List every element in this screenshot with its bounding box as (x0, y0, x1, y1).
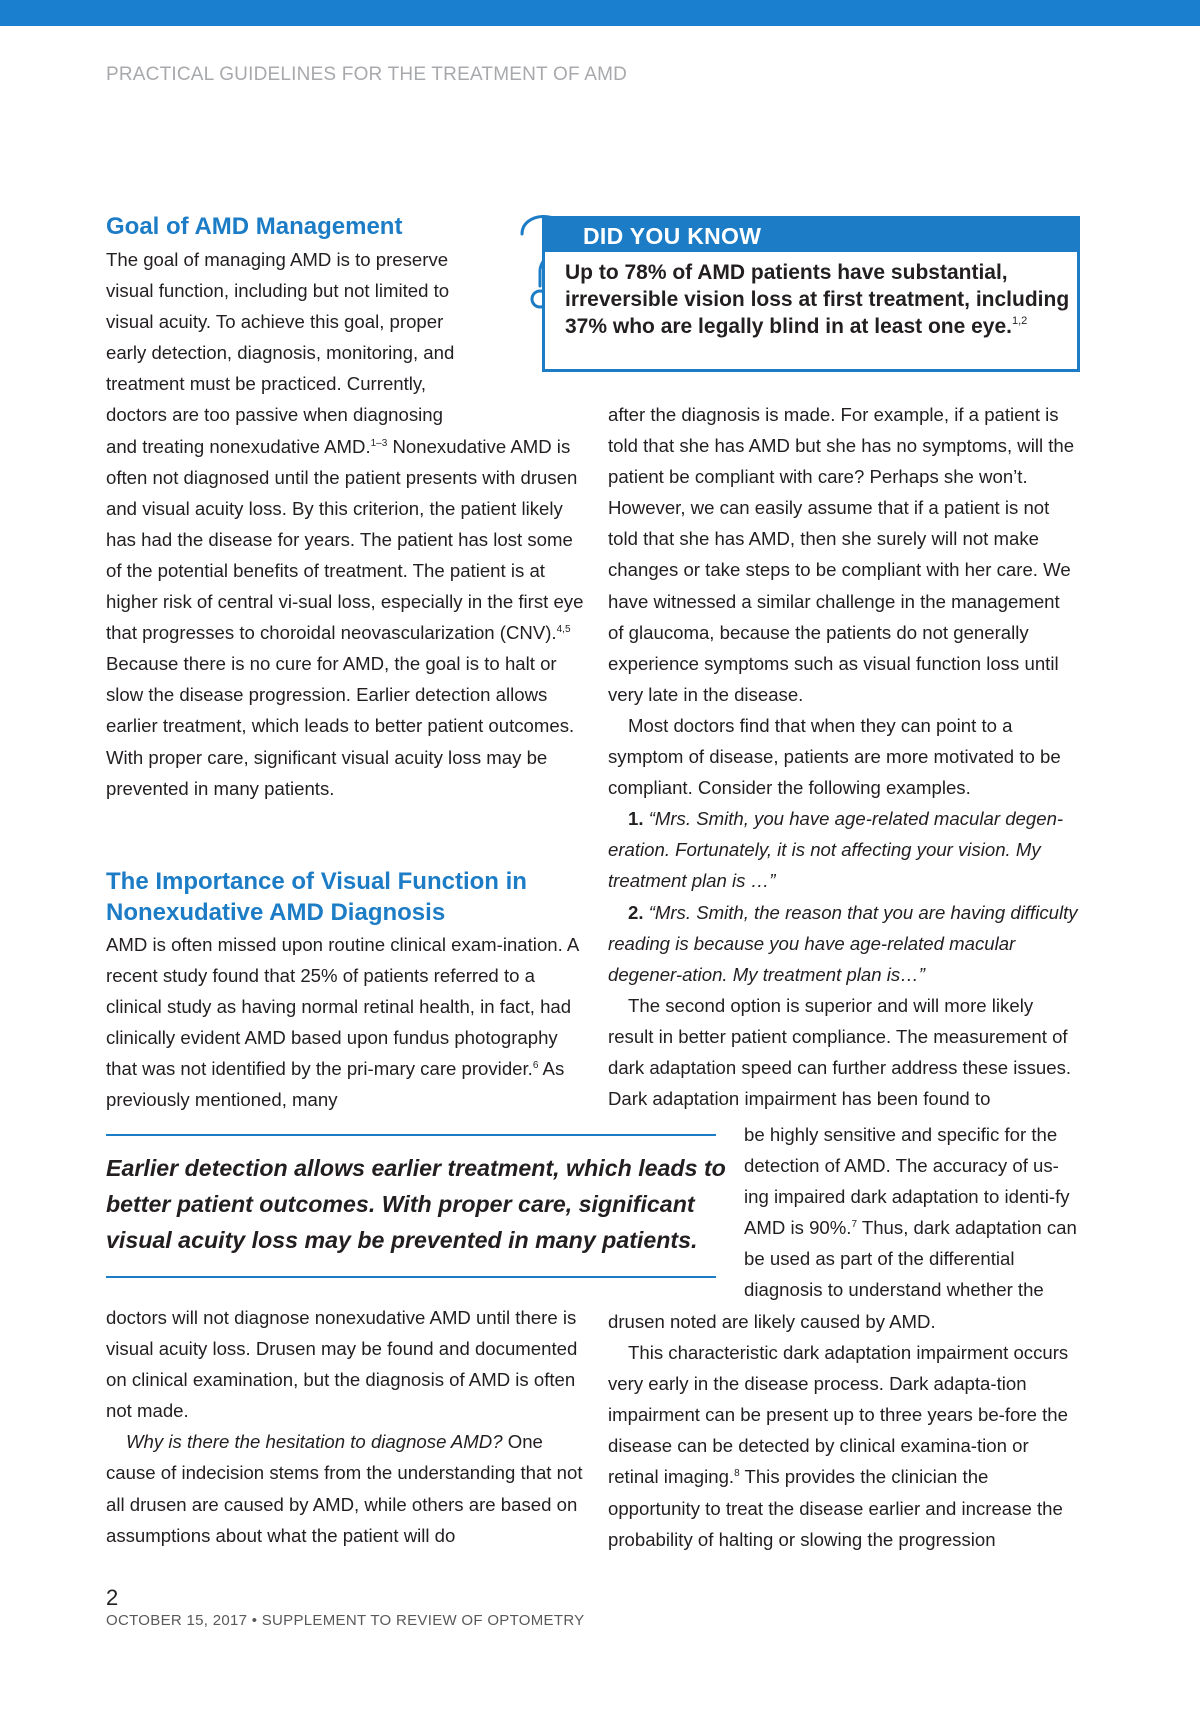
section-importance-body (106, 929, 586, 1116)
text-run: be highly sensitive and specific for the detection of AMD. The accuracy of us-ing impaired dark adaptation to identi-fy AMD is 90%. (744, 1124, 1070, 1239)
section-heading-importance (106, 866, 527, 928)
reference: 4,5 (556, 624, 571, 636)
right-top-body (608, 399, 1080, 1114)
text-run: This characteristic dark adaptation impairment occurs very early in the disease process. Dark adapta-tion impairment can be present up to three years be-fore the disease can be detected by clinical examina-tion or retinal imaging. (608, 1342, 1069, 1488)
footer-citation: OCTOBER 15, 2017 • SUPPLEMENT TO REVIEW OF OPTOMETRY (106, 1612, 585, 1629)
heading-line: The Importance of Visual Function in (106, 868, 527, 895)
example-1 (608, 803, 1080, 896)
reference: 8 (734, 1468, 740, 1480)
narrow-line: The goal of managing AMD is to preserve (106, 249, 449, 270)
paragraph: doctors will not diagnose nonexudative AMD until there is visual acuity loss. Drusen may be found and documented on clinical examination, but the diagnosis of AMD is often not made. (106, 1307, 578, 1422)
text-run: and treating nonexudative AMD. (106, 435, 371, 457)
pull-quote-bottom-rule (106, 1276, 716, 1278)
text-run: This provides the clinician the opportunity to treat the disease earlier and increase the probability of halting or slowing the progression (608, 1466, 1063, 1550)
text-run: Up to 78% of AMD patients have substantial, irreversible vision loss at first treatment, including 37% who are legally blind in at least one eye. (565, 261, 1070, 338)
reference: 1,2 (1012, 315, 1028, 327)
example-quote: “Mrs. Smith, you have age-related macular degen-eration. Fortunately, it is not affecting your vision. My treatment plan is …” (608, 808, 1064, 892)
did-you-know-text (565, 259, 1075, 340)
example-number: 1. (628, 808, 644, 830)
paragraph: The second option is superior and will more likely result in better patient compliance. The measurement of dark adaptation speed can further address these issues. Dark adaptation impairment has been found to (608, 994, 1072, 1110)
paragraph (106, 431, 586, 804)
top-color-bar (0, 0, 1200, 26)
narrow-line: early detection, diagnosis, monitoring, and (106, 342, 455, 364)
reference: 6 (532, 1060, 539, 1072)
section-heading-goal: Goal of AMD Management (106, 213, 403, 240)
narrow-line: doctors are too passive when diagnosing (106, 404, 443, 426)
did-you-know-title: DID YOU KNOW (545, 219, 1077, 252)
example-quote: “Mrs. Smith, the reason that you are having difficulty reading is because you have age-related macular degener-ation. My treatment plan is…” (608, 901, 1078, 985)
text-run: One cause of indecision stems from the understanding that not all drusen are caused by AMD, while others are based on assumptions about what the patient will do (106, 1431, 583, 1546)
narrow-line: visual acuity. To achieve this goal, proper (106, 311, 444, 333)
left-bottom-body (106, 1302, 586, 1551)
page-number: 2 (106, 1585, 119, 1610)
paragraph (744, 1119, 1080, 1306)
right-narrow-body (744, 1119, 1080, 1306)
did-you-know-box (542, 216, 1080, 372)
text-run: As previously mentioned, many (106, 1058, 565, 1111)
text-run: Thus, dark adaptation can be used as part of the differential diagnosis to understand whether the (744, 1217, 1077, 1301)
narrow-line: visual function, including but not limited to (106, 280, 450, 302)
pull-quote: Earlier detection allows earlier treatment, which leads to better patient outcomes. With proper care, significant visual acuity loss may be prevented in many patients. (106, 1155, 726, 1253)
pull-quote-top-rule (106, 1134, 716, 1136)
text-run: Because there is no cure for AMD, the goal is to halt or slow the disease progression. Earlier detection allows earlier treatment, which leads to better patient outcomes. With proper care, significant visual acuity loss may be prevented in many patients. (106, 653, 575, 799)
narrow-line: treatment must be practiced. Currently, (106, 373, 427, 395)
reference: 1–3 (370, 437, 388, 449)
example-number: 2. (628, 901, 644, 923)
paragraph (106, 1426, 586, 1550)
text-run: AMD is often missed upon routine clinical exam-ination. A recent study found that 25% of patients referred to a clinical study as having normal retinal health, in fact, had clinically evident AMD based upon fundus photography that was not identified by the pri-mary care provider. (106, 934, 579, 1080)
text-run: Nonexudative AMD is often not diagnosed until the patient presents with drusen and visual acuity loss. By this criterion, the patient likely has had the disease for years. The patient has lost some of the potential benefits of treatment. The patient is at higher risk of central vi-sual loss, especially in the first eye that progresses to choroidal neovascularization (CNV). (106, 435, 584, 644)
running-head: PRACTICAL GUIDELINES FOR THE TREATMENT OF AMD (106, 64, 628, 85)
paragraph (608, 1337, 1080, 1555)
right-bottom-body (608, 1306, 1080, 1555)
paragraph (106, 929, 586, 1116)
paragraph: after the diagnosis is made. For example, if a patient is told that she has AMD but she has no symptoms, will the patient be compliant with care? Perhaps she won’t. However, we can easily assume that if a patient is not told that she has AMD, then she surely will not make changes or take steps to be compliant with her care. We have witnessed a similar challenge in the management of glaucoma, because the patients do not generally experience symptoms such as visual function loss until very late in the disease. (608, 404, 1075, 705)
paragraph: Most doctors find that when they can point to a symptom of disease, patients are more motivated to be compliant. Consider the following examples. (608, 714, 1061, 799)
italic-question: Why is there the hesitation to diagnose AMD? (126, 1431, 503, 1453)
heading-line: Nonexudative AMD Diagnosis (106, 899, 446, 926)
paragraph: drusen noted are likely caused by AMD. (608, 1311, 936, 1332)
reference: 7 (851, 1219, 858, 1231)
example-2 (608, 897, 1080, 990)
